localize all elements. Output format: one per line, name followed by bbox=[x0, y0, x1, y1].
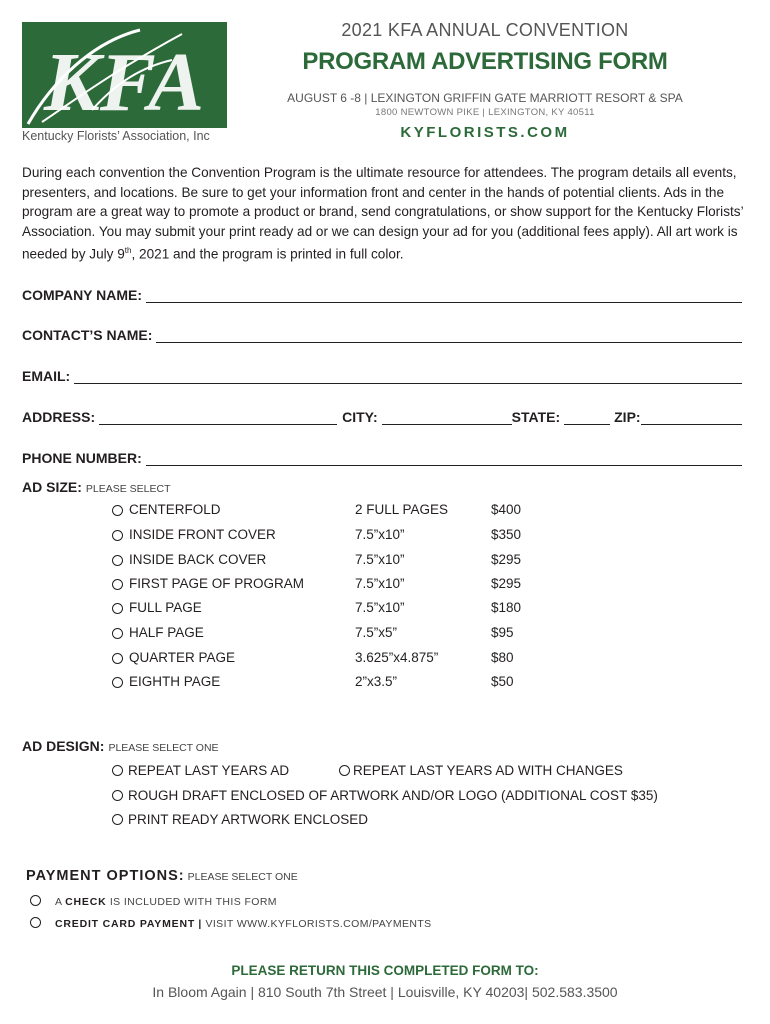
payment-option-credit-card[interactable] bbox=[30, 916, 432, 930]
kfa-logo bbox=[22, 22, 227, 128]
company-label: COMPANY NAME: bbox=[22, 287, 143, 303]
ad-option-size: 7.5”x5” bbox=[355, 625, 398, 640]
ad-option-price: $350 bbox=[491, 527, 522, 542]
contact-field bbox=[22, 325, 742, 343]
ad-option-size: 2 FULL PAGES bbox=[355, 502, 449, 517]
address-input-line[interactable] bbox=[99, 411, 337, 425]
card-bold: CREDIT CARD PAYMENT bbox=[55, 918, 196, 930]
ad-option-size: 7.5”x10” bbox=[355, 576, 405, 591]
city-input-line[interactable] bbox=[382, 411, 512, 425]
radio-circle-icon[interactable] bbox=[112, 677, 123, 688]
ad-option-name: FULL PAGE bbox=[129, 600, 202, 615]
ad-option-name: HALF PAGE bbox=[129, 625, 204, 640]
zip-input-line[interactable] bbox=[641, 411, 742, 425]
ad-option-price: $50 bbox=[491, 674, 514, 689]
return-title: PLEASE RETURN THIS COMPLETED FORM TO: bbox=[231, 963, 539, 978]
design-option-print-ready[interactable] bbox=[112, 812, 368, 827]
ad-option-full-page[interactable] bbox=[112, 600, 532, 620]
ad-option-name: INSIDE FRONT COVER bbox=[129, 527, 276, 542]
email-label: EMAIL: bbox=[22, 368, 71, 384]
ad-option-inside-back-cover[interactable] bbox=[112, 552, 532, 572]
ad-option-inside-front-cover[interactable] bbox=[112, 527, 532, 547]
ad-option-name: CENTERFOLD bbox=[129, 502, 221, 517]
radio-circle-icon[interactable] bbox=[112, 603, 123, 614]
city-label: CITY: bbox=[342, 409, 378, 425]
radio-circle-icon[interactable] bbox=[112, 653, 123, 664]
ad-option-quarter-page[interactable] bbox=[112, 650, 532, 670]
ad-option-first-page[interactable] bbox=[112, 576, 532, 596]
design-option-label: PRINT READY ARTWORK ENCLOSED bbox=[128, 812, 369, 827]
payment-option-check[interactable] bbox=[30, 894, 277, 908]
venue-address: 1800 NEWTOWN PIKE | LEXINGTON, KY 40511 bbox=[375, 107, 595, 118]
ad-option-size: 7.5”x10” bbox=[355, 527, 405, 542]
ad-design-hint: PLEASE SELECT ONE bbox=[108, 742, 219, 754]
radio-circle-icon[interactable] bbox=[112, 814, 123, 825]
check-post: IS INCLUDED WITH THIS FORM bbox=[109, 896, 277, 908]
design-option-label: ROUGH DRAFT ENCLOSED OF ARTWORK AND/OR LOGO (ADDITIONAL COST $35) bbox=[128, 788, 658, 803]
ad-option-half-page[interactable] bbox=[112, 625, 532, 645]
check-bold: CHECK bbox=[65, 896, 107, 908]
ad-option-centerfold[interactable] bbox=[112, 502, 532, 522]
radio-circle-icon[interactable] bbox=[112, 790, 123, 801]
card-post: VISIT WWW.KYFLORISTS.COM/PAYMENTS bbox=[205, 918, 432, 930]
address-label: ADDRESS: bbox=[22, 409, 96, 425]
ad-option-size: 2”x3.5” bbox=[355, 674, 398, 689]
radio-circle-icon[interactable] bbox=[112, 555, 123, 566]
ad-size-hint: PLEASE SELECT bbox=[85, 483, 171, 495]
ad-option-price: $295 bbox=[491, 576, 522, 591]
intro-paragraph bbox=[22, 163, 748, 265]
ad-option-size: 7.5”x10” bbox=[355, 600, 405, 615]
design-option-label: REPEAT LAST YEARS AD bbox=[128, 763, 290, 778]
ad-option-name: EIGHTH PAGE bbox=[129, 674, 221, 689]
return-address: In Bloom Again | 810 South 7th Street | Louisville, KY 40203| 502.583.3500 bbox=[152, 984, 618, 1000]
phone-field bbox=[22, 448, 742, 466]
state-input-line[interactable] bbox=[564, 411, 610, 425]
design-option-repeat-changes[interactable] bbox=[339, 763, 623, 778]
radio-circle-icon[interactable] bbox=[112, 530, 123, 541]
payment-hint: PLEASE SELECT ONE bbox=[187, 871, 298, 883]
contact-input-line[interactable] bbox=[156, 329, 742, 343]
ad-size-label bbox=[22, 479, 171, 495]
dates-venue: AUGUST 6 -8 | LEXINGTON GRIFFIN GATE MARRIOTT RESORT & SPA bbox=[287, 91, 683, 105]
radio-circle-icon[interactable] bbox=[112, 579, 123, 590]
phone-label: PHONE NUMBER: bbox=[22, 450, 142, 466]
ad-option-eighth-page[interactable] bbox=[112, 674, 532, 694]
ad-option-price: $180 bbox=[491, 600, 522, 615]
ad-option-name: FIRST PAGE OF PROGRAM bbox=[129, 576, 305, 591]
design-option-rough-draft[interactable] bbox=[112, 788, 658, 803]
ad-size-title: AD SIZE: bbox=[22, 479, 82, 495]
ad-option-size: 3.625”x4.875” bbox=[355, 650, 439, 665]
payment-options-label bbox=[26, 868, 298, 884]
address-row bbox=[22, 407, 742, 425]
logo-letters: KFA bbox=[43, 36, 205, 128]
intro-text-1: During each convention the Convention Program is the ultimate resource for attendees. The program details all events, presenters, and locations. Be sure to get your information front and center in the hands of potential clients. Ads in the program are a great way to promote a product or brand, send congratulations, or show support for the Kentucky Florists’ Association. You may submit your print ready ad or we can design your ad for you (additional fees apply). All art work is needed by July 9 bbox=[22, 165, 744, 262]
radio-circle-icon[interactable] bbox=[112, 765, 123, 776]
ad-option-price: $295 bbox=[491, 552, 522, 567]
website: KYFLORISTS.COM bbox=[400, 124, 570, 141]
card-separator: | bbox=[198, 918, 203, 930]
email-input-line[interactable] bbox=[74, 370, 742, 384]
design-option-repeat[interactable] bbox=[112, 763, 289, 778]
state-label: STATE: bbox=[511, 409, 561, 425]
radio-circle-icon[interactable] bbox=[112, 628, 123, 639]
company-input-line[interactable] bbox=[146, 289, 742, 303]
radio-circle-icon[interactable] bbox=[112, 505, 123, 516]
ad-option-name: QUARTER PAGE bbox=[129, 650, 236, 665]
ad-design-title: AD DESIGN: bbox=[22, 738, 105, 754]
phone-input-line[interactable] bbox=[146, 452, 742, 466]
ad-design-label bbox=[22, 738, 219, 754]
radio-circle-icon[interactable] bbox=[30, 917, 41, 928]
kfa-logo-graphic bbox=[22, 22, 227, 128]
ad-option-name: INSIDE BACK COVER bbox=[129, 552, 267, 567]
form-title: PROGRAM ADVERTISING FORM bbox=[302, 48, 668, 75]
zip-label: ZIP: bbox=[614, 409, 641, 425]
convention-heading: 2021 KFA ANNUAL CONVENTION bbox=[341, 20, 629, 40]
radio-circle-icon[interactable] bbox=[339, 765, 350, 776]
radio-circle-icon[interactable] bbox=[30, 895, 41, 906]
email-field bbox=[22, 366, 742, 384]
check-pre: A bbox=[55, 896, 62, 908]
org-name: Kentucky Florists’ Association, Inc bbox=[22, 129, 210, 143]
ad-option-price: $400 bbox=[491, 502, 522, 517]
ad-option-price: $80 bbox=[491, 650, 514, 665]
payment-title: PAYMENT OPTIONS: bbox=[26, 868, 185, 884]
ad-option-size: 7.5”x10” bbox=[355, 552, 405, 567]
design-option-label: REPEAT LAST YEARS AD WITH CHANGES bbox=[353, 763, 623, 778]
intro-text-2: , 2021 and the program is printed in full color. bbox=[131, 246, 404, 262]
intro-sup: th bbox=[124, 246, 132, 256]
contact-label: CONTACT’S NAME: bbox=[22, 327, 153, 343]
ad-option-price: $95 bbox=[491, 625, 514, 640]
company-field bbox=[22, 285, 742, 303]
